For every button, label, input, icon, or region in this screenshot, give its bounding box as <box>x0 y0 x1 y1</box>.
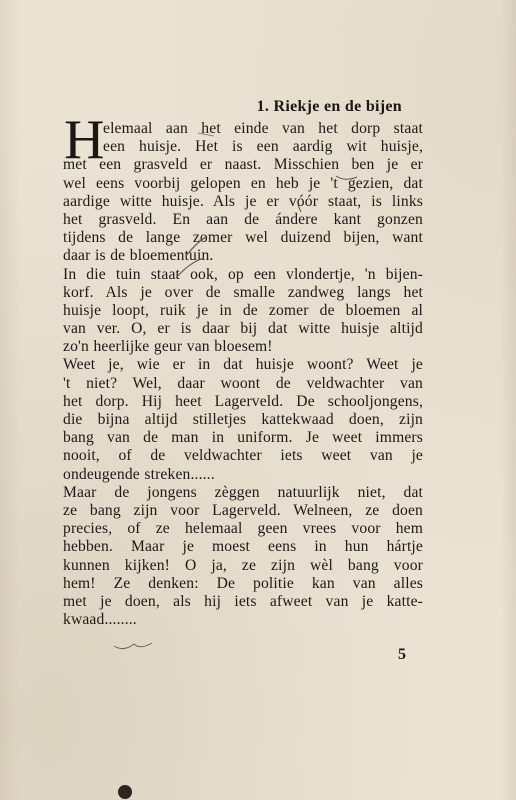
pencil-stroke <box>186 236 207 256</box>
text-line: ze bang zijn voor Lagerveld. Welneen, ze doen <box>63 501 423 519</box>
text-line: tijdens de lange zomer wel duizend bijen, want <box>63 229 423 247</box>
text-line: van ver. O, er is daar bij dat witte huisje altijd <box>63 320 423 338</box>
text-line: bang van de man in uniform. Je weet immers <box>63 429 423 447</box>
text-line: die bijna altijd stilletjes kattekwaad doen, zijn <box>63 411 423 428</box>
text-line: het dorp. Hij heet Lagerveld. De schooljongens, <box>63 392 423 410</box>
text-line: een huisje. Het is een aardig wit huisje, <box>103 138 423 156</box>
text-line: zo'n heerlijke geur van bloesem! <box>63 338 273 356</box>
text-line: 't niet? Wel, daar woont de veldwachter van <box>63 374 423 392</box>
text-line: precies, of ze helemaal geen vrees voor hem <box>63 520 423 538</box>
text-line: ondeugende streken...... <box>63 465 215 483</box>
text-line: hebben. Maar je moest eens in hun hártje <box>63 538 423 556</box>
text-line: nooit, of de veldwachter iets weet van je <box>63 447 423 465</box>
ink-stain <box>118 785 132 799</box>
text-line: wel eens voorbij gelopen en heb je 't gezien, dat <box>63 174 423 192</box>
text-line: elemaal aan het einde van het dorp staat <box>103 120 423 137</box>
text-line: met een grasveld er naast. Misschien ben je er <box>63 156 423 174</box>
text-line: In die tuin staat ook, op een vlondertje, 'n bijen- <box>63 265 423 283</box>
pencil-stroke <box>336 176 357 179</box>
text-line: kwaad........ <box>63 611 137 629</box>
text-line: daar is de bloementuin. <box>63 247 214 265</box>
chapter-title-text: Riekje en de bijen <box>273 98 402 115</box>
pencil-scribble <box>114 643 152 649</box>
chapter-number: 1. <box>256 98 270 115</box>
text-line: Maar de jongens zèggen natuurlijk niet, dat <box>63 483 423 501</box>
text-line: het grasveld. En aan de ándere kant gonzen <box>63 210 423 228</box>
pencil-stroke <box>258 271 261 274</box>
pencil-stroke <box>298 205 301 212</box>
page-number: 5 <box>398 646 406 663</box>
text-line: kunnen kijken! O ja, ze zijn wèl bang voor <box>63 556 423 574</box>
text-line: huisje loopt, ruik je in de zomer de bloemen al <box>63 301 423 319</box>
pencil-stroke <box>176 258 204 278</box>
text-line: met je doen, als hij iets afweet van je katte- <box>63 592 423 610</box>
text-line: Weet je, wie er in dat huisje woont? Weet je <box>63 356 423 374</box>
text-line: aardige witte huisje. Als je er vóór staat, is links <box>63 192 423 210</box>
pencil-stroke <box>198 133 214 136</box>
text-line: korf. Als je over de smalle zandweg langs het <box>63 283 423 301</box>
text-line: hem! Ze denken: De politie kan van alles <box>63 574 423 592</box>
drop-cap-initial: H <box>64 109 105 171</box>
